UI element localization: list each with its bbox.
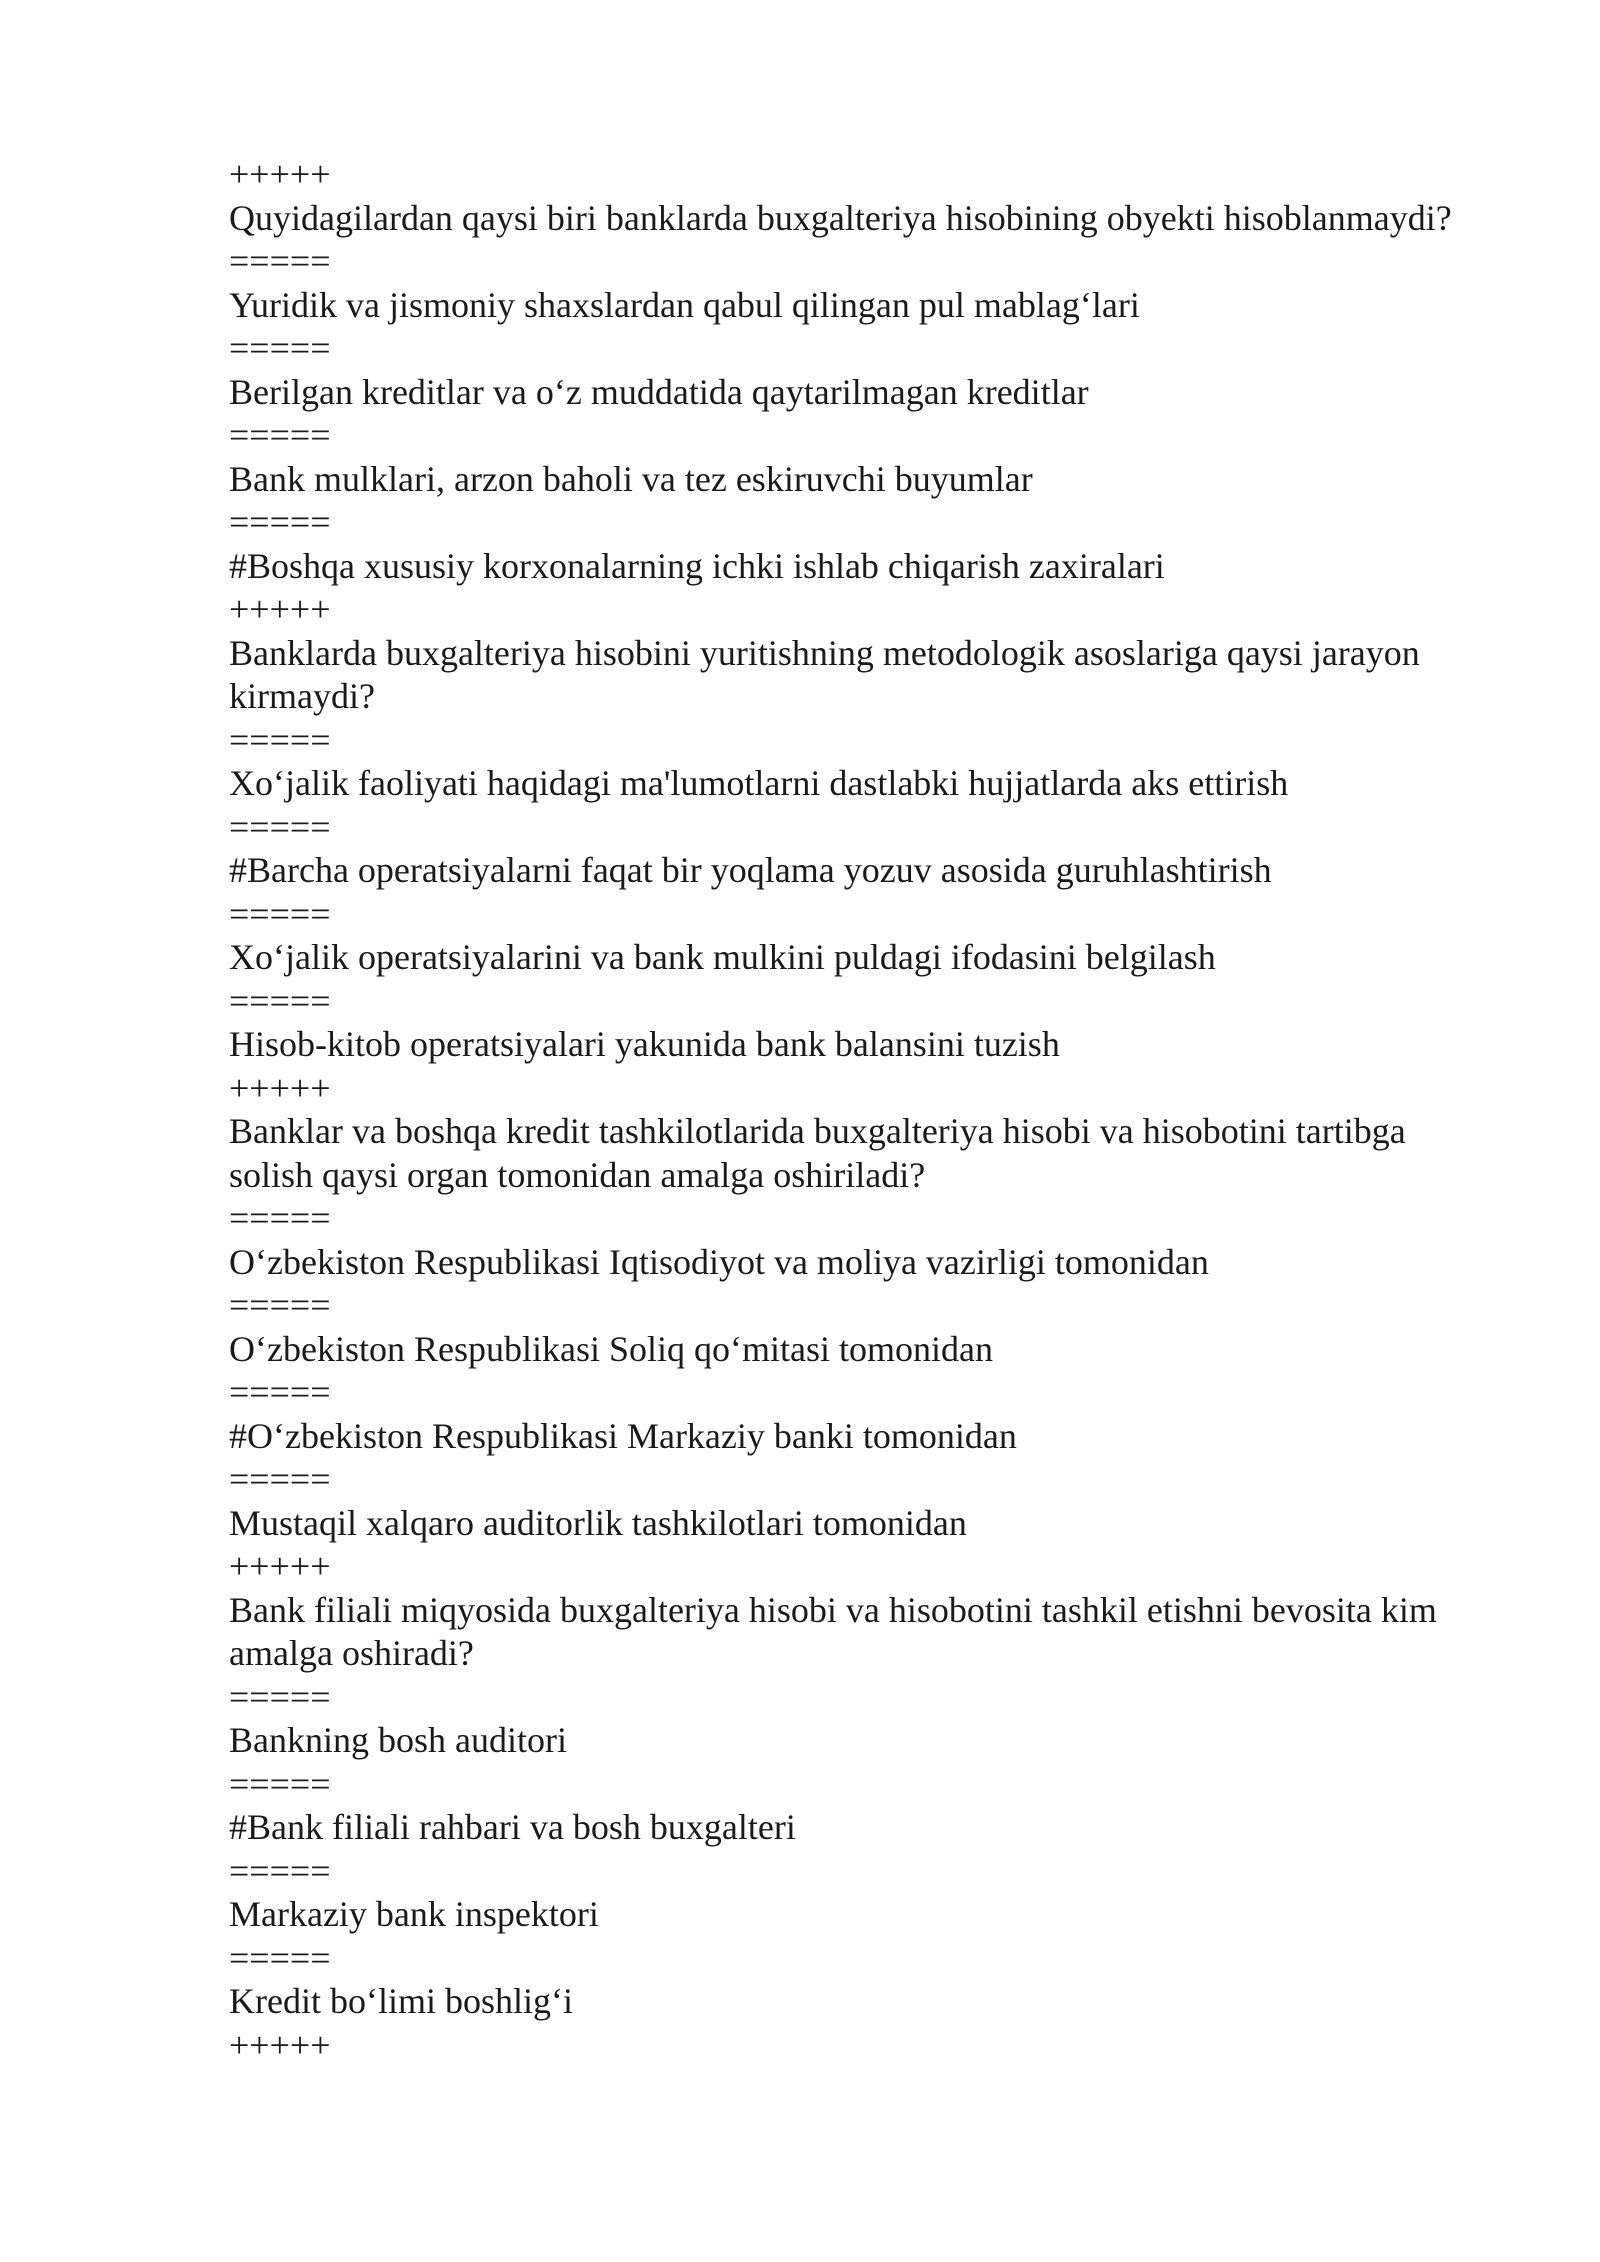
answer-separator: =====	[229, 502, 331, 542]
answer-option-correct: #Boshqa xususiy korxonalarning ichki ishlab chiqarish zaxiralari	[229, 545, 1165, 586]
document-body	[229, 153, 1494, 2067]
answer-separator: =====	[229, 1850, 331, 1891]
answer-separator: =====	[229, 241, 331, 281]
answer-option: O‘zbekiston Respublikasi Soliq qo‘mitasi tomonidan	[229, 1328, 993, 1369]
answer-option: Hisob-kitob operatsiyalari yakunida bank balansini tuzish	[229, 1024, 1060, 1064]
answer-separator: =====	[229, 893, 331, 934]
answer-option: Bank mulklari, arzon baholi va tez eskiruvchi buyumlar	[229, 458, 1033, 499]
question-text: Banklar va boshqa kredit tashkilotlarida buxgalteriya hisobi va hisobotini tartibga solish qaysi organ tomonidan amalga oshiriladi?	[229, 1111, 1415, 1195]
answer-separator: =====	[229, 415, 331, 455]
answer-separator: =====	[229, 328, 331, 368]
answer-separator: =====	[229, 1459, 331, 1499]
answer-separator: =====	[229, 806, 331, 847]
answer-option-correct: #O‘zbekiston Respublikasi Markaziy banki tomonidan	[229, 1415, 1017, 1456]
answer-separator: =====	[229, 1198, 331, 1238]
question-separator: +++++	[229, 589, 331, 629]
answer-option: Xo‘jalik faoliyati haqidagi ma'lumotlarni dastlabki hujjatlarda aks ettirish	[229, 763, 1289, 803]
question-text: Quyidagilardan qaysi biri banklarda buxgalteriya hisobining obyekti hisoblanmaydi?	[229, 197, 1452, 238]
answer-option: Berilgan kreditlar va o‘z muddatida qaytarilmagan kreditlar	[229, 371, 1089, 412]
answer-option: Kredit bo‘limi boshlig‘i	[229, 1981, 573, 2021]
answer-option: Markaziy bank inspektori	[229, 1894, 599, 1934]
answer-separator: =====	[229, 1285, 331, 1325]
answer-separator: =====	[229, 980, 331, 1021]
answer-separator: =====	[229, 1763, 331, 1804]
answer-separator: =====	[229, 719, 331, 760]
answer-option: O‘zbekiston Respublikasi Iqtisodiyot va moliya vazirligi tomonidan	[229, 1241, 1209, 1282]
answer-option-correct: #Barcha operatsiyalarni faqat bir yoqlama yozuv asosida guruhlashtirish	[229, 850, 1272, 890]
answer-option: Mustaqil xalqaro auditorlik tashkilotlari tomonidan	[229, 1502, 967, 1543]
question-text: Bank filiali miqyosida buxgalteriya hisobi va hisobotini tashkil etishni bevosita kim amalga oshiradi?	[229, 1589, 1446, 1673]
question-separator: +++++	[229, 2024, 331, 2065]
answer-option: Xo‘jalik operatsiyalarini va bank mulkini puldagi ifodasini belgilash	[229, 937, 1216, 977]
question-separator: +++++	[229, 1546, 331, 1586]
answer-separator: =====	[229, 1937, 331, 1978]
answer-option: Bankning bosh auditori	[229, 1720, 567, 1760]
answer-separator: =====	[229, 1676, 331, 1717]
question-separator: +++++	[229, 1067, 331, 1108]
answer-separator: =====	[229, 1372, 331, 1412]
answer-option: Yuridik va jismoniy shaxslardan qabul qilingan pul mablag‘lari	[229, 284, 1140, 325]
question-separator: +++++	[229, 154, 331, 194]
answer-option-correct: #Bank filiali rahbari va bosh buxgalteri	[229, 1807, 796, 1847]
question-text: Banklarda buxgalteriya hisobini yuritishning metodologik asoslariga qaysi jarayon kirmaydi?	[229, 632, 1429, 716]
